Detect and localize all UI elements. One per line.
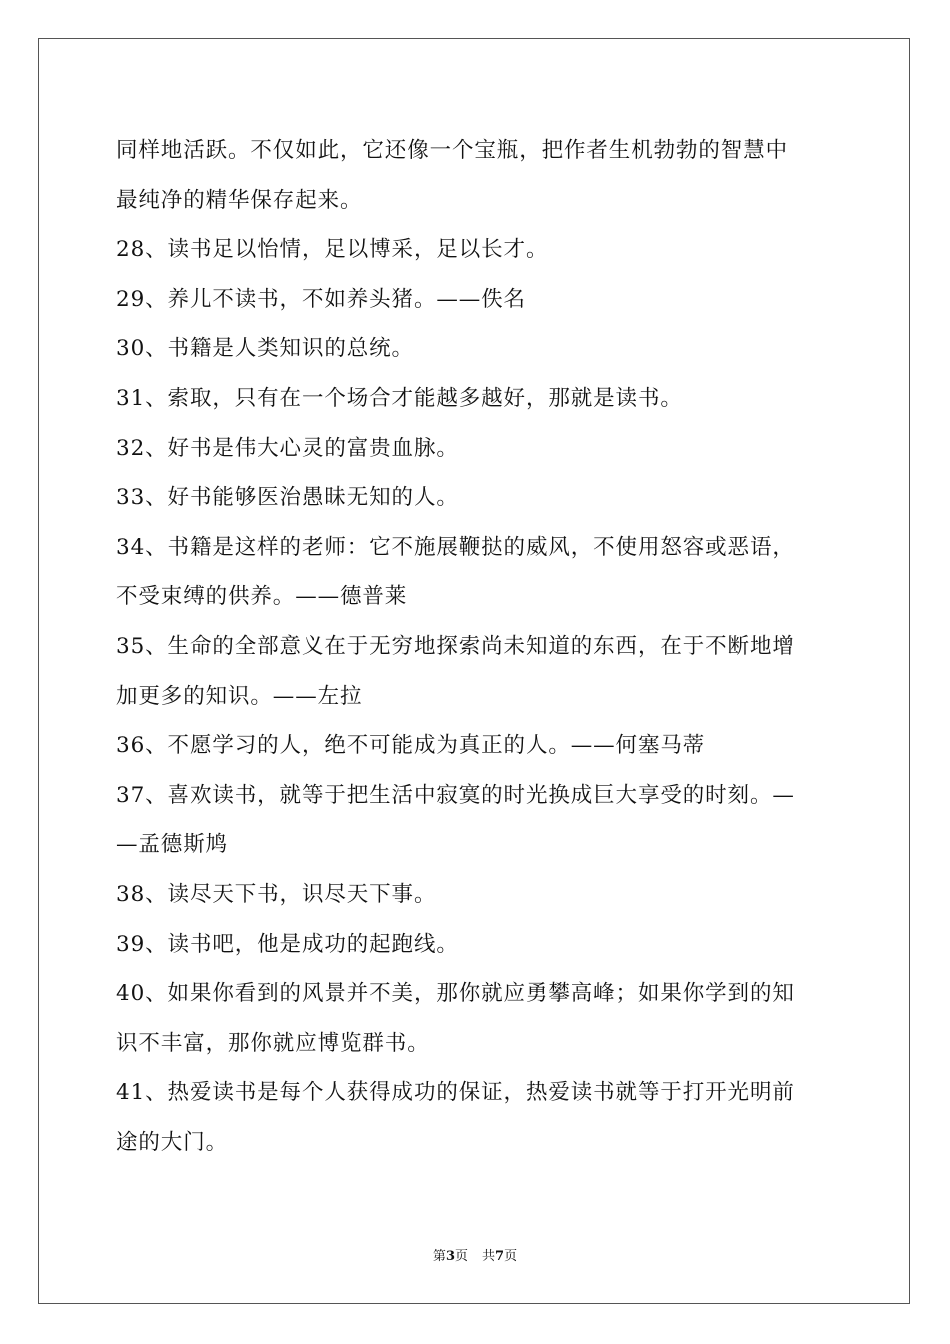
text-line: 37、喜欢读书，就等于把生活中寂寞的时光换成巨大享受的时刻。—	[116, 782, 795, 808]
text-line: 32、好书是伟大心灵的富贵血脉。	[116, 435, 459, 461]
text-line: 33、好书能够医治愚昧无知的人。	[116, 485, 459, 511]
text-line: 34、书籍是这样的老师：它不施展鞭挞的威风，不使用怒容或恶语，	[116, 534, 795, 560]
text-line: 不受束缚的供养。——德普莱	[116, 584, 408, 610]
text-line: 28、读书足以怡情，足以博采，足以长才。	[116, 237, 549, 263]
document-body	[116, 126, 832, 1167]
text-line: 30、书籍是人类知识的总统。	[116, 336, 414, 362]
page-suffix: 页	[454, 1249, 468, 1264]
text-line: 41、热爱读书是每个人获得成功的保证，热爱读书就等于打开光明前	[116, 1080, 795, 1106]
text-line: 最纯净的精华保存起来。	[116, 187, 363, 213]
total-prefix: 共	[482, 1249, 496, 1264]
page-footer	[0, 1247, 950, 1267]
text-line: 35、生命的全部意义在于无穷地探索尚未知道的东西，在于不断地增	[116, 633, 795, 659]
text-line: 40、如果你看到的风景并不美，那你就应勇攀高峰；如果你学到的知	[116, 981, 795, 1007]
page-total: 7	[495, 1249, 505, 1264]
text-line: 38、读尽天下书，识尽天下事。	[116, 881, 437, 907]
total-suffix: 页	[504, 1249, 518, 1264]
page-prefix: 第	[432, 1249, 446, 1264]
text-line: 加更多的知识。——左拉	[116, 683, 363, 709]
page-current: 3	[445, 1249, 455, 1264]
text-line: 39、读书吧，他是成功的起跑线。	[116, 931, 459, 957]
text-line: 途的大门。	[116, 1129, 229, 1155]
text-line: 36、不愿学习的人，绝不可能成为真正的人。——何塞马蒂	[116, 733, 706, 759]
text-line: 识不丰富，那你就应博览群书。	[116, 1030, 430, 1056]
text-line: —孟德斯鸠	[116, 832, 229, 858]
text-line: 29、养儿不读书，不如养头猪。——佚名	[116, 286, 526, 312]
text-line: 同样地活跃。不仅如此，它还像一个宝瓶，把作者生机勃勃的智慧中	[116, 138, 789, 163]
text-line: 31、索取，只有在一个场合才能越多越好，那就是读书。	[116, 385, 683, 411]
